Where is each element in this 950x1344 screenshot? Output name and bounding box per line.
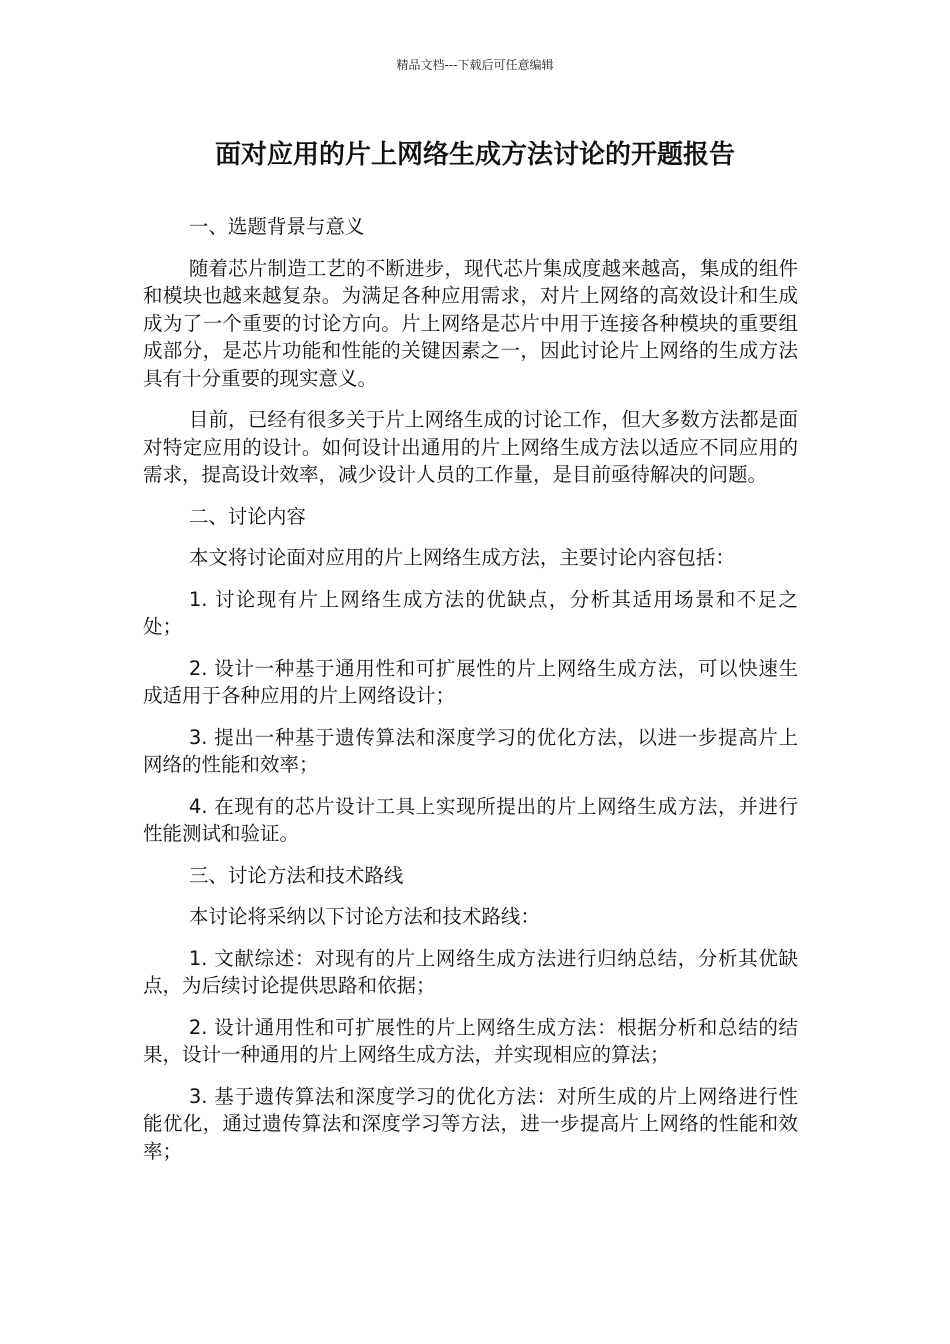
section-heading-background: 一、选题背景与意义 bbox=[188, 215, 365, 238]
list-item-content-3: 3. 提出一种基于遗传算法和深度学习的优化方法，以进一步提高片上网络的性能和效率； bbox=[143, 725, 798, 776]
paragraph-methods-intro: 本讨论将采纳以下讨论方法和技术路线： bbox=[188, 905, 540, 928]
list-item-content-4: 4. 在现有的芯片设计工具上实现所提出的片上网络生成方法，并进行性能测试和验证。 bbox=[143, 794, 798, 845]
list-item-method-1: 1. 文献综述：对现有的片上网络生成方法进行归纳总结，分析其优缺点，为后续讨论提供思路和依据； bbox=[143, 946, 798, 997]
header-note: 精品文档---下载后可任意编辑 bbox=[396, 58, 554, 72]
section-heading-methods: 三、讨论方法和技术路线 bbox=[188, 863, 404, 887]
paragraph-background: 随着芯片制造工艺的不断进步，现代芯片集成度越来越高，集成的组件和模块也越来越复杂。为满足各种应用需求，对片上网络的高效设计和生成成为了一个重要的讨论方向。片上网络是芯片中用于连接各种模块的重要组成部分，是芯片功能和性能的关键因素之一，因此讨论片上网络的生成方法具有十分重要的现实意义。 bbox=[143, 256, 798, 390]
document-body bbox=[143, 213, 798, 1179]
list-item-content-1: 1. 讨论现有片上网络生成方法的优缺点，分析其适用场景和不足之处； bbox=[143, 587, 798, 638]
list-item-method-3: 3. 基于遗传算法和深度学习的优化方法：对所生成的片上网络进行性能优化，通过遗传算法和深度学习等方法，进一步提高片上网络的性能和效率； bbox=[143, 1084, 798, 1163]
list-item-content-2: 2. 设计一种基于通用性和可扩展性的片上网络生成方法，可以快速生成适用于各种应用的片上网络设计； bbox=[143, 656, 798, 707]
section-heading-content: 二、讨论内容 bbox=[188, 504, 306, 528]
paragraph-content-intro: 本文将讨论面对应用的片上网络生成方法，主要讨论内容包括： bbox=[188, 546, 735, 569]
list-item-method-2: 2. 设计通用性和可扩展性的片上网络生成方法：根据分析和总结的结果，设计一种通用的片上网络生成方法，并实现相应的算法； bbox=[143, 1015, 798, 1066]
document-title: 面对应用的片上网络生成方法讨论的开题报告 bbox=[214, 140, 735, 170]
paragraph-current-status: 目前，已经有很多关于片上网络生成的讨论工作，但大多数方法都是面对特定应用的设计。如何设计出通用的片上网络生成方法以适应不同应用的需求，提高设计效率，减少设计人员的工作量，是目前亟待解决的问题。 bbox=[143, 408, 798, 486]
